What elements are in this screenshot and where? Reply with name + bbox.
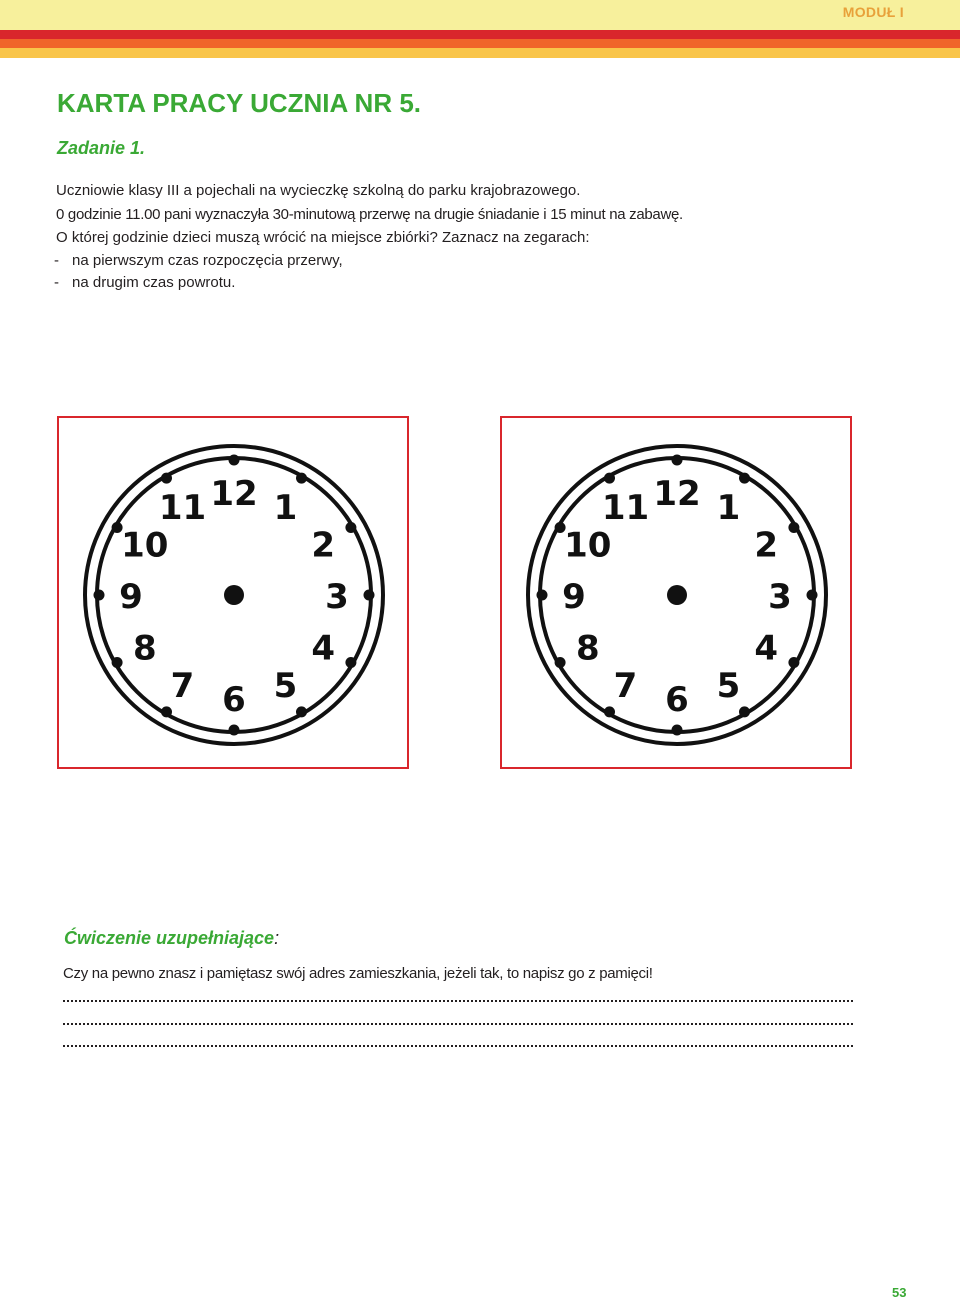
page-number: 53: [892, 1285, 907, 1300]
hour-marker-dot: [296, 706, 307, 717]
hour-marker-dot: [229, 725, 240, 736]
task-bullet: [54, 272, 235, 294]
clock-number: 12: [653, 474, 701, 514]
clock-number: 8: [575, 628, 600, 669]
hour-marker-dot: [555, 657, 566, 668]
hour-marker-dot: [788, 522, 799, 533]
hour-marker-dot: [672, 725, 683, 736]
clock-number: 12: [210, 474, 258, 514]
clock-number: 5: [273, 666, 298, 707]
clock-center-dot: [667, 585, 687, 605]
header-stripe-yellow: [0, 48, 960, 58]
hour-marker-dot: [345, 522, 356, 533]
hour-marker-dot: [788, 657, 799, 668]
clock-number: 6: [665, 680, 689, 720]
task-text-line: O której godzinie dzieci muszą wrócić na miejsce zbiórki? Zaznacz na zegarach:: [56, 229, 590, 246]
clock-number: 9: [562, 577, 586, 617]
hour-marker-dot: [739, 706, 750, 717]
hour-marker-dot: [161, 706, 172, 717]
clock-number: 5: [716, 666, 741, 707]
exercise-heading: [64, 928, 279, 949]
hour-marker-dot: [161, 473, 172, 484]
clock-number: 10: [564, 525, 612, 566]
bullet-dash: -: [54, 252, 59, 269]
clock-frame-start[interactable]: [57, 416, 409, 769]
bullet-dash: -: [54, 274, 59, 291]
clock-number: 10: [121, 525, 169, 566]
clock-face[interactable]: [502, 418, 850, 767]
exercise-question: Czy na pewno znasz i pamiętasz swój adres zamieszkania, jeżeli tak, to napisz go z pamięci!: [63, 965, 653, 982]
answer-line[interactable]: [63, 1013, 853, 1025]
clock-number: 4: [754, 628, 779, 669]
hour-marker-dot: [672, 455, 683, 466]
clock-number: 3: [768, 577, 792, 617]
header-bar: [0, 0, 960, 30]
clock-number: 7: [613, 666, 638, 707]
hour-marker-dot: [94, 590, 105, 601]
hour-marker-dot: [112, 657, 123, 668]
task-heading: Zadanie 1.: [57, 138, 146, 158]
hour-marker-dot: [229, 455, 240, 466]
clock-number: 1: [273, 487, 298, 528]
hour-marker-dot: [537, 590, 548, 601]
hour-marker-dot: [604, 473, 615, 484]
clock-number: 9: [119, 577, 143, 617]
bullet-text: na pierwszym czas rozpoczęcia przerwy,: [72, 252, 343, 269]
clock-number: 11: [601, 487, 650, 528]
bullet-text: na drugim czas powrotu.: [72, 274, 236, 291]
hour-marker-dot: [807, 590, 818, 601]
hour-marker-dot: [739, 473, 750, 484]
clock-number: 2: [311, 525, 336, 566]
clock-number: 4: [311, 628, 336, 669]
answer-line[interactable]: [63, 1035, 853, 1047]
clock-number: 6: [222, 680, 246, 720]
header-stripe-orange: [0, 39, 960, 48]
task-text-line: 0 godzinie 11.00 pani wyznaczyła 30-minutową przerwę na drugie śniadanie i 15 minut na zabawę.: [56, 206, 683, 223]
hour-marker-dot: [345, 657, 356, 668]
task-bullet: [54, 250, 343, 272]
exercise-heading-text: Ćwiczenie uzupełniające: [64, 928, 275, 948]
hour-marker-dot: [604, 706, 615, 717]
clock-number: 3: [325, 577, 349, 617]
answer-line[interactable]: [63, 990, 853, 1002]
clock-face[interactable]: [59, 418, 407, 767]
hour-marker-dot: [364, 590, 375, 601]
header-stripe-red: [0, 30, 960, 39]
clock-frame-return[interactable]: [500, 416, 852, 769]
exercise-heading-colon: :: [274, 928, 280, 948]
hour-marker-dot: [296, 473, 307, 484]
clock-number: 1: [716, 487, 741, 528]
clock-number: 8: [132, 628, 157, 669]
clock-number: 7: [170, 666, 195, 707]
clock-number: 2: [754, 525, 779, 566]
clock-number: 11: [158, 487, 207, 528]
module-label: MODUŁ I: [842, 4, 904, 20]
page-title: KARTA PRACY UCZNIA NR 5.: [57, 88, 422, 118]
clock-center-dot: [224, 585, 244, 605]
task-text-line: Uczniowie klasy III a pojechali na wycieczkę szkolną do parku krajobrazowego.: [56, 182, 581, 199]
